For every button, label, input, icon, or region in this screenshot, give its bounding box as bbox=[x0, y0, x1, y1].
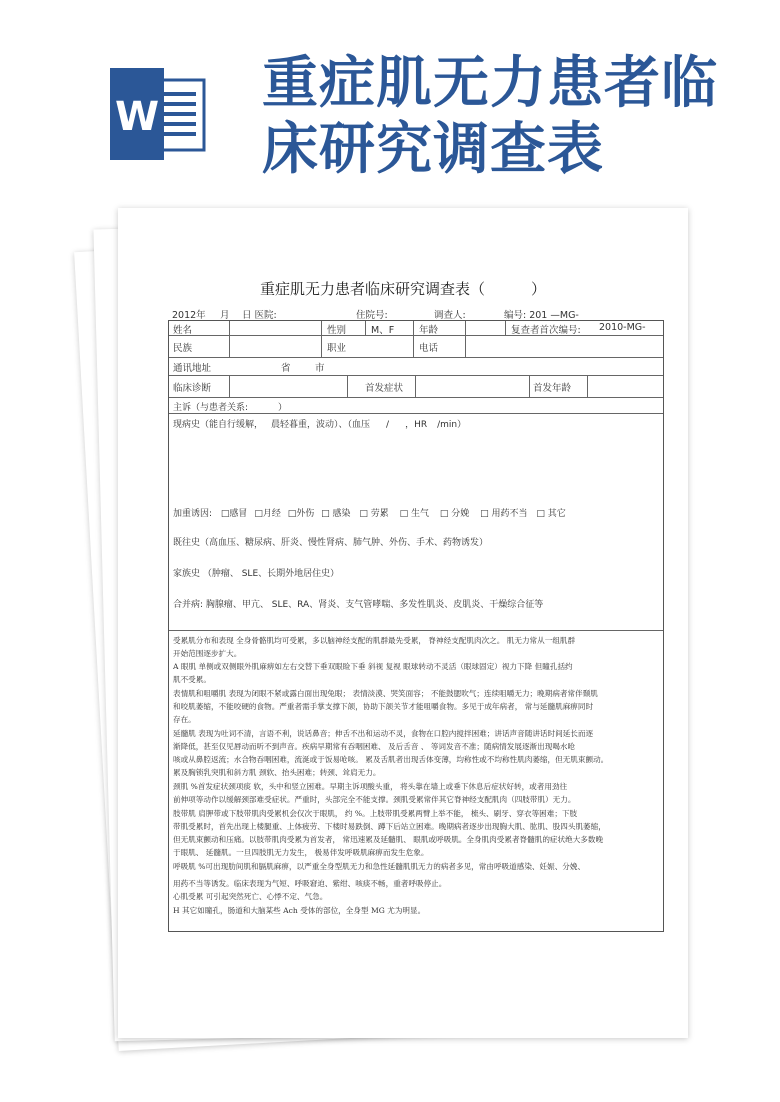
document-preview bbox=[118, 208, 688, 1038]
meta-serial: 编号: 201 —MG- bbox=[504, 310, 579, 321]
note-line: 存在。 bbox=[173, 715, 196, 724]
note-line: 用药不当等诱发。临床表现为气短、呼吸窘迫、紫绀、咳痰不畅，重者呼吸停止。 bbox=[173, 879, 447, 888]
meta-admission-no: 住院号: bbox=[356, 310, 388, 321]
note-line: A 眼肌 单侧或双侧眼外肌麻痹如左右交替下垂双眼睑下垂 斜视 复视 眼球转动不灵活（眼球固定）视力下降 但瞳孔括约 bbox=[173, 662, 573, 671]
note-line: 累及胸锁乳突肌和斜方肌 颈软、抬头困难；转颈、耸肩无力。 bbox=[173, 768, 381, 777]
complications: 合并病: 胸腺瘤、甲亢、 SLE、RA、肾炎、支气管哮喘、多发性肌炎、皮肌炎、干燥综合征等 bbox=[173, 600, 544, 610]
meta-month: 月 bbox=[220, 310, 230, 321]
label-age: 年龄 bbox=[419, 325, 439, 336]
note-line: 延髓肌 表现为吐词不清，言语不利，说话鼻音；伸舌不出和运动不灵，食物在口腔内搅拌困难；讲话声音随讲话时间延长而逐 bbox=[173, 729, 594, 738]
trigger-option: □感冒 bbox=[220, 509, 248, 519]
note-line: 表情肌和咀嚼肌 表现为闭眼不紧或露白面出现兔眼； 表情淡漠、哭笑面容； 不能鼓腮吹气；连续咀嚼无力；晚期病者常伴颞肌 bbox=[173, 689, 598, 698]
label-onset-age: 首发年龄 bbox=[533, 383, 572, 394]
note-line: 心肌受累 可引起突然死亡、心悸不定、气急。 bbox=[173, 892, 328, 901]
page-title bbox=[262, 50, 762, 182]
label-gender: 性别 bbox=[327, 325, 347, 336]
value-gender: M、F bbox=[371, 325, 395, 336]
trigger-option: □ 生气 bbox=[399, 509, 429, 519]
meta-year: 2012年 bbox=[172, 310, 206, 321]
meta-investigator: 调查人: bbox=[434, 310, 466, 321]
label-present-history: 现病史（能自行缓解， 晨轻暮重，波动）、（血压 / ，HR /min） bbox=[173, 420, 467, 430]
title-line-2: 床研究调查表 bbox=[262, 116, 604, 182]
word-doc-icon bbox=[108, 68, 208, 160]
note-line: 颈肌 %首发症状颈项痰 软，头中和竖立困难。早期主诉项酸头重， 将头靠在墙上或垂下休息后症状好转，或者用劲往 bbox=[173, 782, 568, 791]
label-complainant: 主诉（与患者关系: ） bbox=[173, 403, 288, 413]
note-line: 肢带肌 肩胛带或下肢带肌肉受累机会仅次于眼肌， 约 %。上肢带肌受累两臂上举不能， 梳头、刷牙、穿衣等困难；下肢 bbox=[173, 809, 578, 818]
survey-table bbox=[168, 320, 664, 932]
note-line: 于眼肌、 延髓肌。一旦四肢肌无力发生， 极易伴发呼吸肌麻痹而发生危象。 bbox=[173, 848, 429, 857]
label-first-symptom: 首发症状 bbox=[365, 383, 404, 394]
trigger-option: □外伤 bbox=[287, 509, 315, 519]
note-line: 带肌受累时，首先出现上楼腿重、上体疲劳、下楼时易跌倒、蹲下后站立困难。晚期病者逐步出现胸大肌、肱肌、股四头肌萎缩， bbox=[173, 822, 606, 831]
note-line: 渐降低，甚至仅见唇动而听不到声音。疾病早期常有吞咽困难、 及后舌音 、 等词发音不准；随病情发展逐渐出现喝水呛 bbox=[173, 742, 576, 751]
value-review-no: 2010-MG- bbox=[599, 322, 646, 333]
family-history: 家族史 （肿瘤、 SLE、长期外地居住史） bbox=[173, 569, 340, 579]
trigger-option: □月经 bbox=[254, 509, 281, 519]
label-occupation: 职业 bbox=[327, 343, 347, 354]
trigger-option: □ 用药不当 bbox=[480, 509, 528, 519]
note-line: 呼吸肌 %可出现肋间肌和膈肌麻痹，以严重全身型肌无力和急性延髓肌肌无力的病者多见，常由呼吸道感染、妊娠、分娩、 bbox=[173, 862, 586, 871]
note-line: 但无肌束颤动和压痛。以肢带肌肉受累为首发者， 常迅速累及延髓肌、 眼肌或呼吸肌。全身肌肉受累者脊髓肌的症状绝大多数晚 bbox=[173, 835, 604, 844]
form-title: 重症肌无力患者临床研究调查表（ ） bbox=[259, 280, 547, 298]
note-line: 肌不受累。 bbox=[173, 675, 211, 684]
title-line-1: 重症肌无力患者临 bbox=[262, 50, 718, 116]
note-line: 受累肌分布和表现 全身骨骼肌均可受累，多以脑神经支配的肌群最先受累， 脊神经支配肌肉次之。 肌无力常从一组肌群 bbox=[173, 636, 576, 645]
trigger-option: □ 感染 bbox=[321, 509, 351, 519]
label-address: 通讯地址 bbox=[173, 363, 212, 374]
label-ethnicity: 民族 bbox=[173, 343, 193, 354]
trigger-option: □ 其它 bbox=[536, 509, 566, 519]
note-line: 开始范围逐步扩大。 bbox=[173, 649, 242, 658]
label-city: 市 bbox=[315, 363, 325, 374]
note-line: 和咬肌萎缩，不能咬硬的食物。严重者需手掌支撑下颌，协助下颌关节才能咀嚼食物。多见于成年病者， 常与延髓肌麻痹同时 bbox=[173, 702, 594, 711]
trigger-option: □ 劳累 bbox=[359, 509, 389, 519]
label-province: 省 bbox=[281, 363, 291, 374]
label-review-no: 复查者首次编号: bbox=[511, 325, 581, 336]
past-history: 既往史（高血压、糖尿病、肝炎、慢性肾病、肺气肿、外伤、手术、药物诱发） bbox=[173, 538, 489, 548]
note-line: H 其它如瞳孔，肠道和大脑某些 Ach 受体的部位，全身型 MG 尤为明显。 bbox=[173, 906, 426, 915]
meta-hospital: 日 医院: bbox=[242, 310, 277, 321]
label-phone: 电话 bbox=[419, 343, 439, 354]
aggravating-factors: 加重诱因: □感冒 □月经 □外伤 □ 感染 □ 劳累 □ 生气 □ 分娩 □ 用药不当 □ 其它 bbox=[173, 509, 566, 519]
note-line: 咳或从鼻腔返流；水合物吞咽困难，流涎或于饭易呛咳。 累及舌肌者出现舌体变薄，均称性或不均称性肌肉萎缩，但无肌束颤动。 bbox=[173, 755, 609, 764]
label-diagnosis: 临床诊断 bbox=[173, 383, 212, 394]
label-name: 姓名 bbox=[173, 325, 193, 336]
note-line: 前伸项等动作以缓解颈部难受症状。严重时，头部完全不能支撑。颈肌受累常伴其它脊神经支配肌肉（四肢带肌）无力。 bbox=[173, 795, 576, 804]
svg-text:W: W bbox=[114, 94, 160, 140]
trigger-option: □ 分娩 bbox=[439, 509, 470, 519]
